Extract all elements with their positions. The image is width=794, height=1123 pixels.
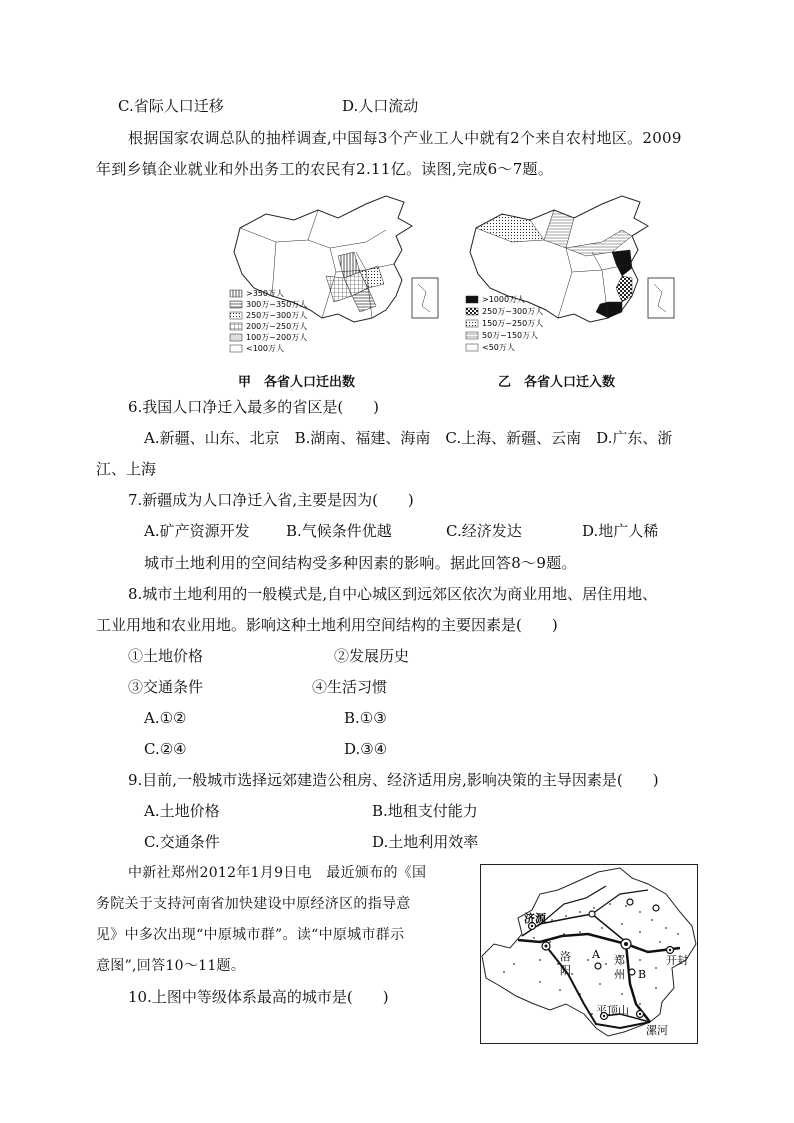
intro-10-11-line1: 中新社郑州2012年1月9日电 最近颁布的《国 [128, 865, 427, 881]
china-inmigration-map [462, 192, 678, 360]
legend-yi-2: 250万~300万人 [482, 307, 544, 316]
intro-10-11-line3: 见》中多次出现“中原城市群”。读“中原城市群示 [96, 927, 405, 943]
city-label-zhengzhou-1: 郑 [614, 954, 625, 967]
intro-10-11-line4: 意图”,回答10～11题。 [96, 958, 246, 974]
city-label-zhengzhou-2: 州 [614, 968, 625, 981]
q9-option-c: C.交通条件 [144, 833, 220, 851]
q6-options-line1: A.新疆、山东、北京 B.湖南、福建、海南 C.上海、新疆、云南 D.广东、浙 [144, 429, 673, 447]
q8-factor-4: ④生活习惯 [312, 678, 388, 696]
legend-yi-1: >1000万人 [482, 295, 526, 304]
q9-option-b: B.地租支付能力 [372, 802, 478, 820]
legend-yi-4: 50万~150万人 [482, 331, 539, 340]
city-label-luoyang-1: 洛 [560, 950, 571, 963]
map-yi-caption: 乙 各省人口迁入数 [498, 375, 616, 390]
legend-jia-3: 250万~300万人 [246, 311, 308, 320]
legend-jia-6: <100万人 [246, 344, 284, 353]
point-label-a: A [592, 948, 600, 961]
china-outmigration-map [226, 192, 442, 360]
q5-option-c: C.省际人口迁移 [118, 97, 224, 115]
city-label-luoyang-2: 阳 [560, 964, 571, 977]
q6-stem: 6.我国人口净迁入最多的省区是( ) [128, 398, 380, 416]
city-cluster-map-svg [480, 864, 698, 1044]
intro-8-9: 城市土地利用的空间结构受多种因素的影响。据此回答8～9题。 [144, 554, 577, 572]
city-label-pingdingshan: 平顶山 [596, 1004, 629, 1017]
q8-stem-line2: 工业用地和农业用地。影响这种土地利用空间结构的主要因素是( ) [96, 616, 558, 634]
central-plains-city-map [480, 864, 698, 1044]
q8-option-b: B.①③ [344, 709, 387, 727]
q7-option-b: B.气候条件优越 [286, 522, 392, 540]
city-label-kaifeng: 开封 [666, 954, 688, 967]
q6-options-line2: 江、上海 [96, 460, 157, 478]
q7-option-d: D.地广人稀 [582, 522, 659, 540]
q8-factor-2: ②发展历史 [334, 647, 410, 665]
intro-6-7-line2: 年到乡镇企业就业和外出务工的农民有2.11亿。读图,完成6～7题。 [96, 160, 554, 178]
q9-option-a: A.土地价格 [144, 802, 220, 820]
legend-jia-5: 100万~200万人 [246, 333, 308, 342]
city-label-luohe: 漯河 [646, 1024, 668, 1037]
intro-6-7-line1: 根据国家农调总队的抽样调查,中国每3个产业工人中就有2个来自农村地区。2009 [128, 129, 682, 147]
map-yi [462, 192, 678, 360]
q8-factor-1: ①土地价格 [128, 647, 204, 665]
q5-option-d: D.人口流动 [342, 97, 419, 115]
q8-stem-line1: 8.城市土地利用的一般模式是,自中心城区到远郊区依次为商业用地、居住用地、 [128, 585, 658, 603]
q7-stem: 7.新疆成为人口净迁入省,主要是因为( ) [128, 491, 414, 509]
legend-yi-3: 150万~250万人 [482, 319, 544, 328]
city-label-jiyuan: 济源 [524, 912, 546, 925]
legend-jia-4: 200万~250万人 [246, 322, 308, 331]
q8-factor-3: ③交通条件 [128, 678, 204, 696]
legend-yi-5: <50万人 [482, 343, 515, 352]
q9-stem: 9.目前,一般城市选择远郊建造公租房、经济适用房,影响决策的主导因素是( ) [128, 771, 659, 789]
q8-option-c: C.②④ [144, 740, 187, 758]
intro-10-11-line2: 务院关于支持河南省加快建设中原经济区的指导意 [96, 896, 411, 912]
q8-option-a: A.①② [144, 709, 187, 727]
q9-option-d: D.土地利用效率 [372, 833, 479, 851]
point-label-b: B [638, 968, 647, 981]
legend-jia-1: >350万人 [246, 289, 284, 298]
q7-option-c: C.经济发达 [446, 522, 522, 540]
q8-option-d: D.③④ [344, 740, 388, 758]
q7-option-a: A.矿产资源开发 [144, 522, 250, 540]
legend-jia-2: 300万~350万人 [246, 300, 308, 309]
map-jia [226, 192, 442, 360]
map-jia-caption: 甲 各省人口迁出数 [238, 375, 356, 390]
q10-stem: 10.上图中等级体系最高的城市是( ) [128, 988, 389, 1006]
